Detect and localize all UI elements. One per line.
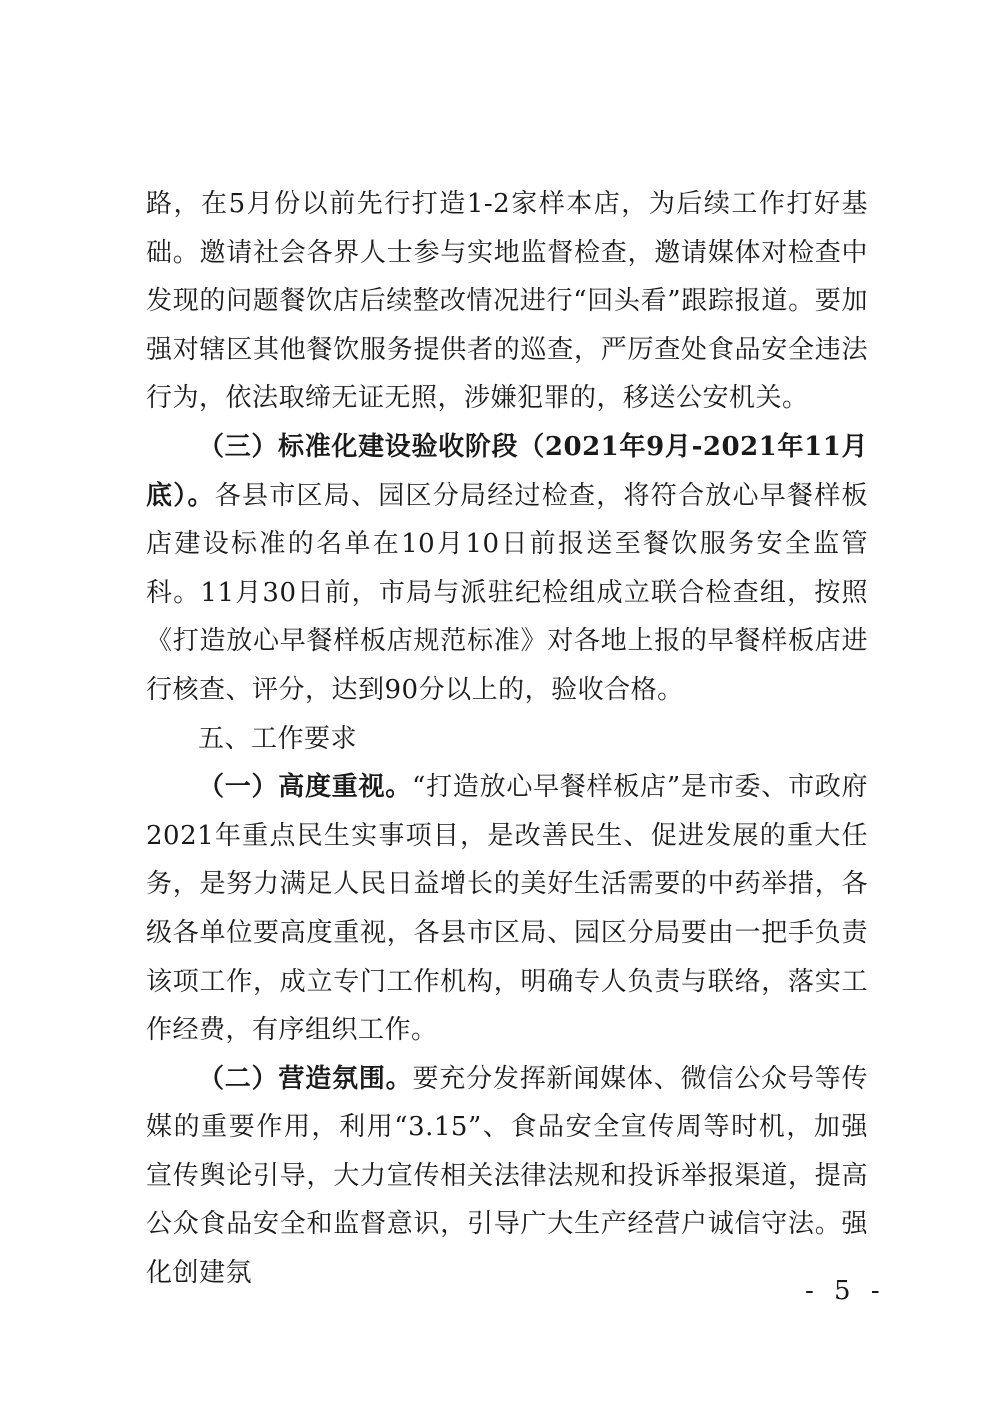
paragraph-stage-three-body: 各县市区局、园区分局经过检查，将符合放心早餐样板店建设标准的名单在10月10日前报送至餐饮服务安全监管科。11月30日前，市局与派驻纪检组成立联合检查组，按照《打造放心早餐样板店规范标准》对各地上报的早餐样板店进行核查、评分，达到90分以上的，验收合格。 [146, 480, 868, 705]
paragraph-item-two-heading: （二）营造氛围。 [198, 1063, 413, 1094]
paragraph-continuation [146, 180, 868, 423]
paragraph-item-two-body: 要充分发挥新闻媒体、微信公众号等传媒的重要作用，利用“3.15”、食品安全宣传周等时机，加强宣传舆论引导，大力宣传相关法律法规和投诉举报渠道，提高公众食品安全和监督意识，引导广大生产经营户诚信守法。强化创建氛 [146, 1063, 868, 1289]
paragraph-continuation-body: 路，在5月份以前先行打造1-2家样本店，为后续工作打好基础。邀请社会各界人士参与实地监督检查，邀请媒体对检查中发现的问题餐饮店后续整改情况进行“回头看”跟踪报道。要加强对辖区其他餐饮服务提供者的巡查，严厉查处食品安全违法行为，依法取缔无证无照，涉嫌犯罪的，移送公安机关。 [146, 189, 868, 414]
page-number: - 5 - [805, 1276, 886, 1306]
paragraph-item-one [146, 763, 868, 1055]
body-text [146, 180, 868, 1298]
paragraph-item-one-heading: （一）高度重视。 [198, 772, 413, 803]
paragraph-item-one-body: “打造放心早餐样板店”是市委、市政府2021年重点民生实事项目，是改善民生、促进发展的重大任务，是努力满足人民日益增长的美好生活需要的中药举措，各级各单位要高度重视，各县市区局、园区分局要由一把手负责该项工作，成立专门工作机构，明确专人负责与联络，落实工作经费，有序组织工作。 [146, 772, 868, 1046]
section-heading-five [146, 715, 868, 764]
paragraph-stage-three-heading: （三）标准化建设验收阶段（2021年9月-2021年11月底）。 [146, 431, 868, 511]
section-heading-five-text: 五、工作要求 [198, 723, 358, 754]
paragraph-stage-three [146, 423, 868, 715]
paragraph-item-two [146, 1055, 868, 1298]
